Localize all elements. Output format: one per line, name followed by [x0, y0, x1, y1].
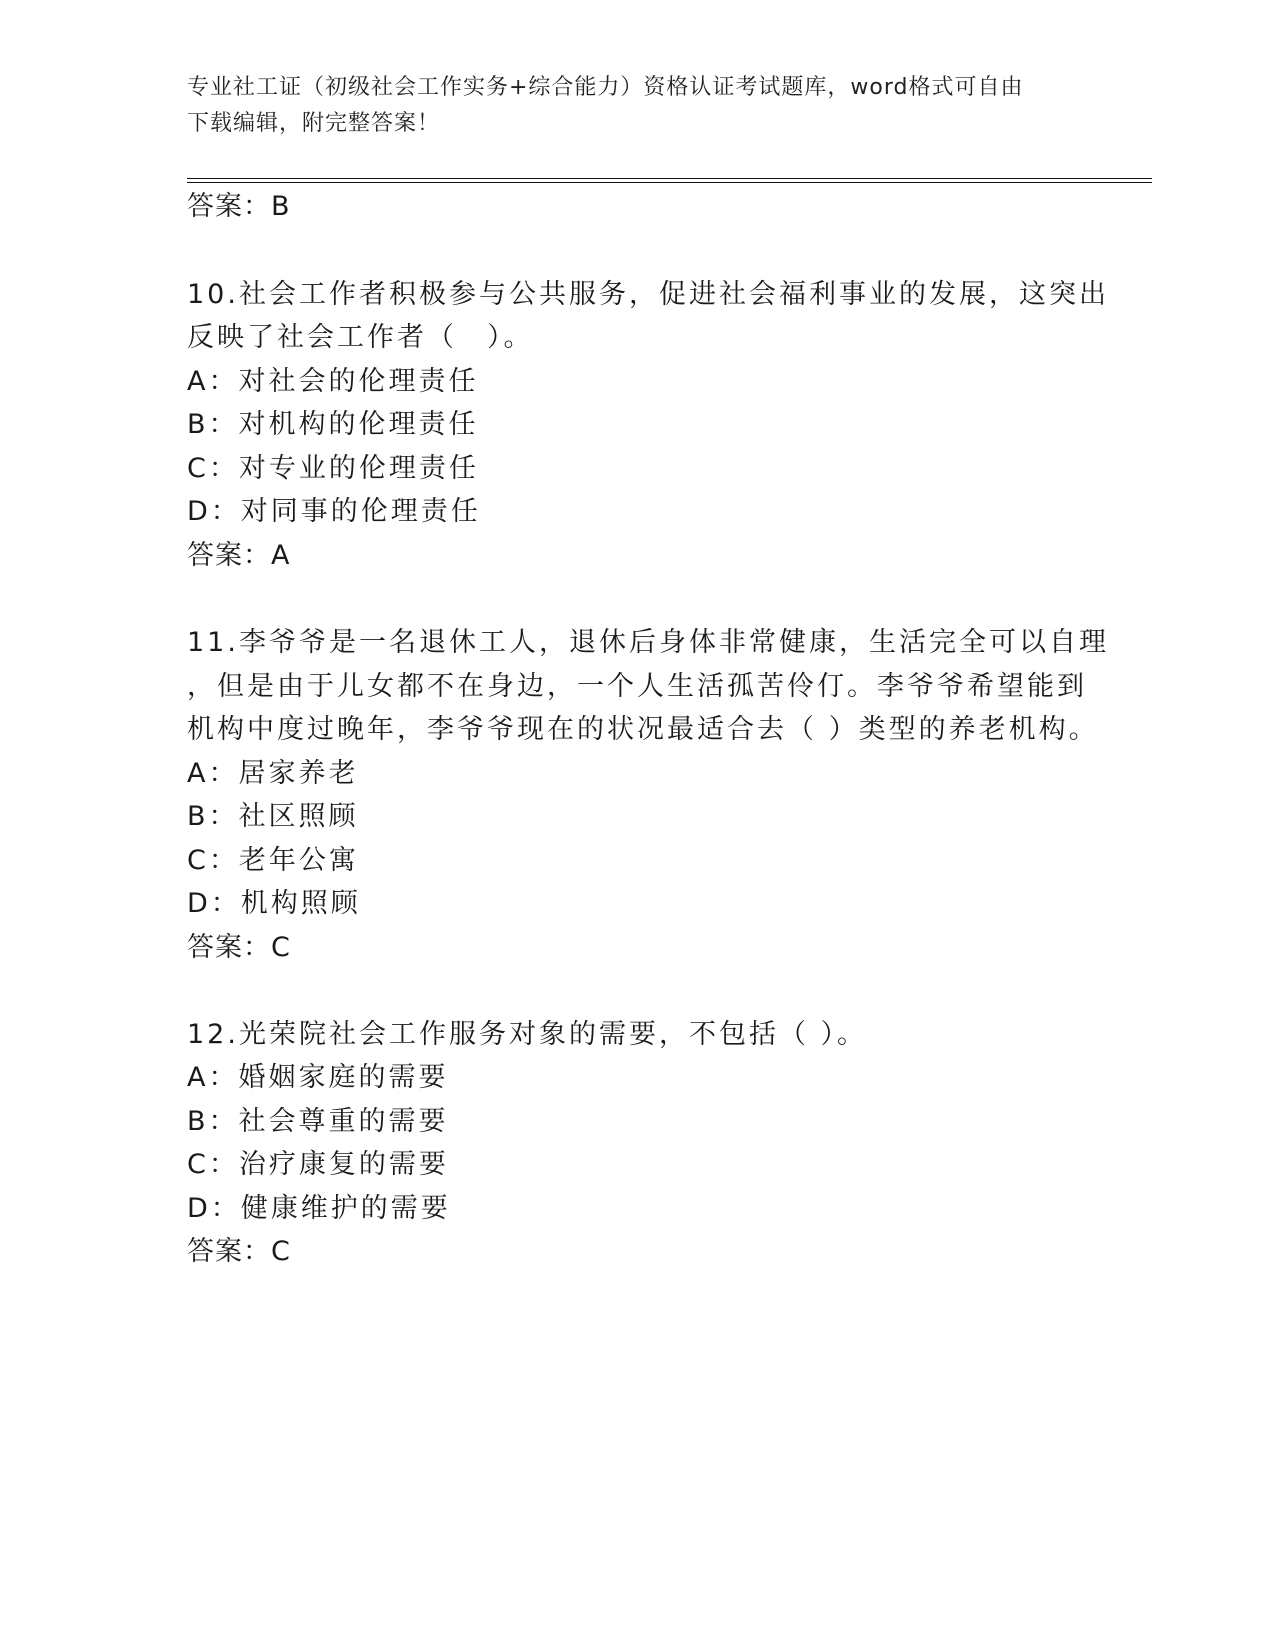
question-stem-line: 机构中度过晚年，李爷爷现在的状况最适合去（ ）类型的养老机构。 [187, 714, 1099, 745]
header-line-1: 专业社工证（初级社会工作实务+综合能力）资格认证考试题库，word格式可自由 [187, 75, 1024, 100]
option-c: C：老年公寓 [187, 845, 359, 876]
answer: 答案：C [187, 932, 291, 963]
document-header [187, 70, 1087, 142]
option-a: A：居家养老 [187, 758, 359, 789]
answer: 答案：C [187, 1236, 291, 1267]
question-stem-line: 12.光荣院社会工作服务对象的需要，不包括（ ）。 [187, 1019, 868, 1050]
option-d: D：健康维护的需要 [187, 1193, 451, 1224]
question-stem-line: 反映了社会工作者（ ）。 [187, 322, 534, 353]
question-stem-line: 10.社会工作者积极参与公共服务，促进社会福利事业的发展，这突出 [187, 279, 1109, 310]
option-b: B：社会尊重的需要 [187, 1106, 449, 1137]
header-line-2: 下载编辑，附完整答案！ [187, 111, 441, 136]
answer: 答案：A [187, 540, 291, 571]
question-stem-line: ，但是由于儿女都不在身边，一个人生活孤苦伶仃。李爷爷希望能到 [187, 671, 1087, 702]
header-divider-bottom [187, 182, 1152, 183]
option-d: D：对同事的伦理责任 [187, 496, 481, 527]
question-stem-line: 11.李爷爷是一名退休工人，退休后身体非常健康，生活完全可以自理 [187, 627, 1109, 658]
option-b: B：对机构的伦理责任 [187, 409, 479, 440]
option-a: A：对社会的伦理责任 [187, 366, 479, 397]
header-divider-top [187, 178, 1152, 179]
option-d: D：机构照顾 [187, 888, 361, 919]
option-b: B：社区照顾 [187, 801, 359, 832]
option-c: C：治疗康复的需要 [187, 1149, 449, 1180]
previous-answer: 答案：B [187, 191, 291, 222]
option-c: C：对专业的伦理责任 [187, 453, 479, 484]
option-a: A：婚姻家庭的需要 [187, 1062, 449, 1093]
